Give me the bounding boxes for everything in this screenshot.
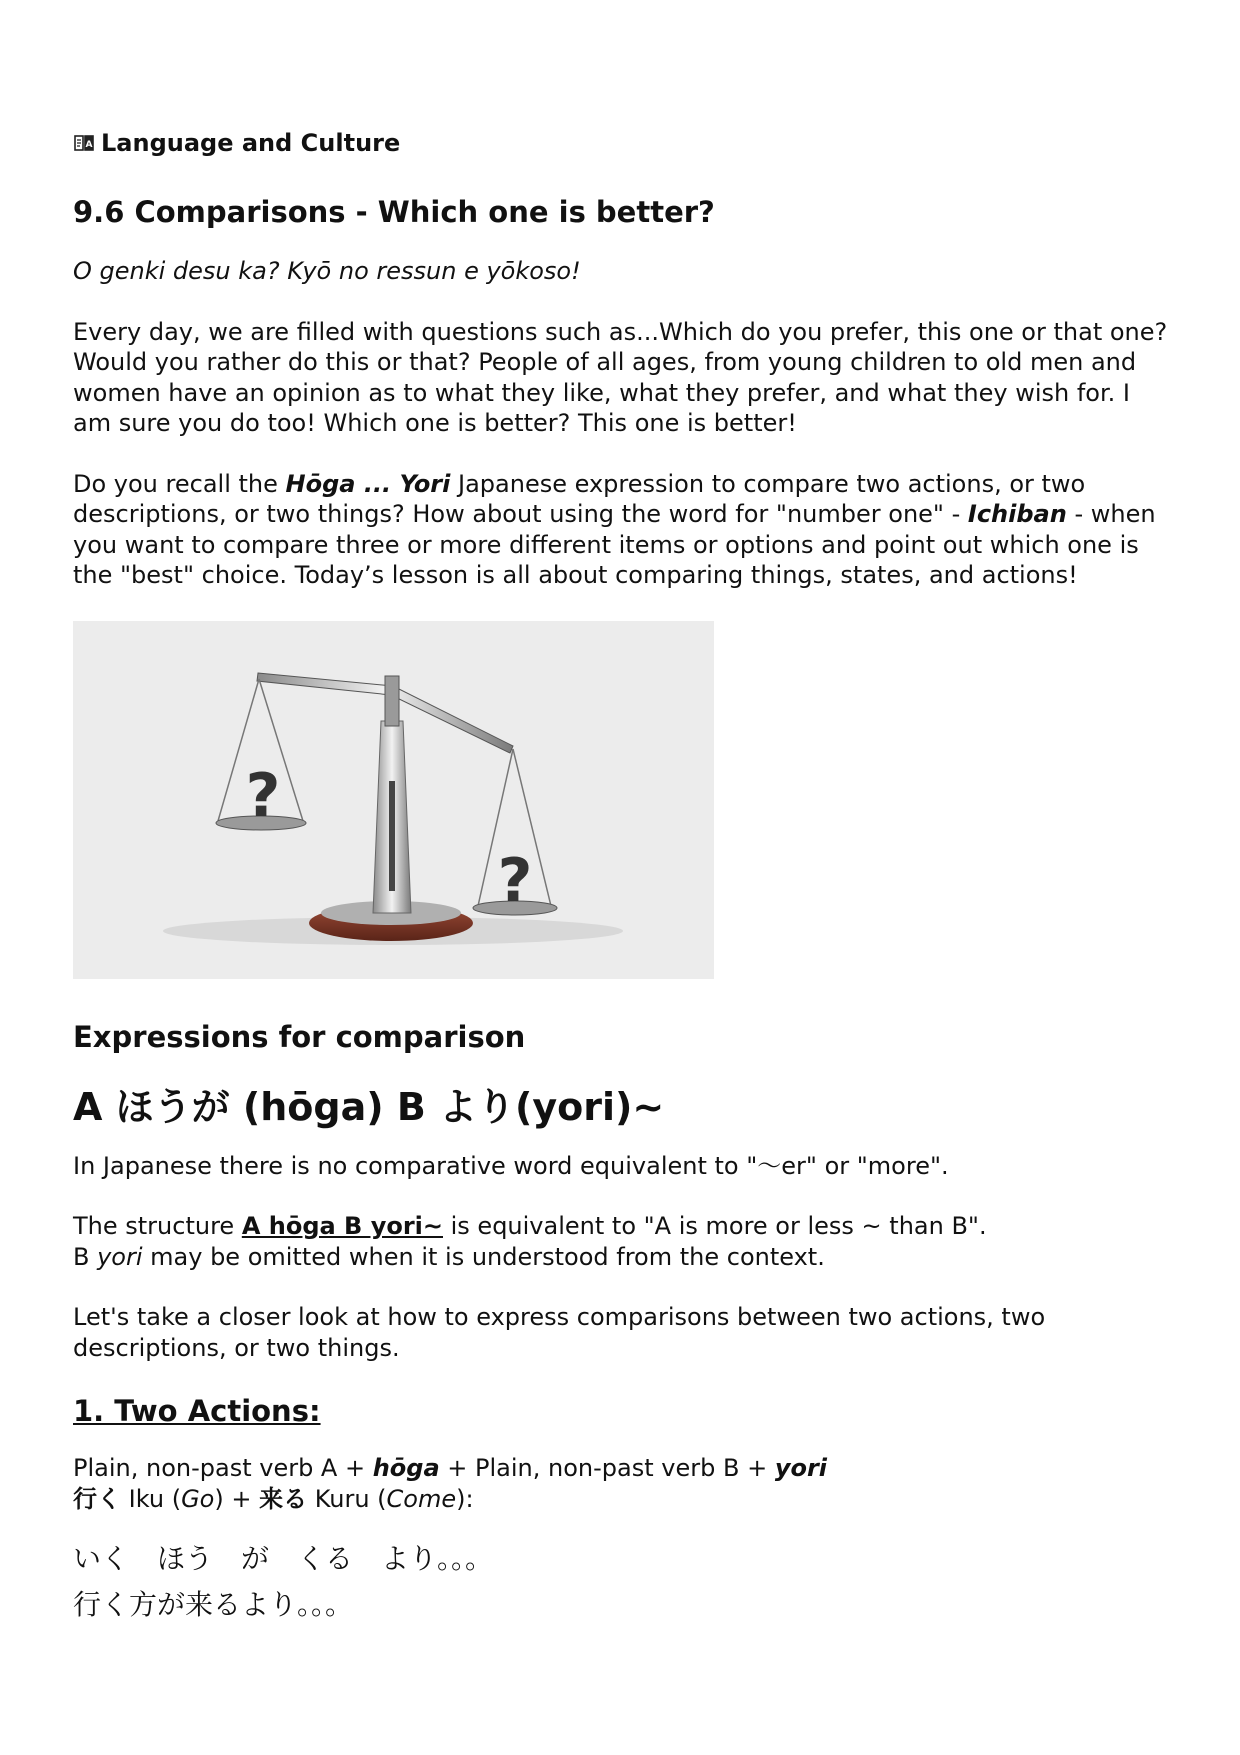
svg-text:A: A [85, 140, 93, 150]
term-hoga-yori: Hōga ... Yori [285, 469, 451, 498]
formula-text-1: Plain, non-past verb A + [73, 1454, 373, 1482]
example-plus: ) + [214, 1484, 260, 1513]
kana-example-line: いく ほう が くる より。。。 [73, 1542, 494, 1575]
kanji-example-line: 行く方が来るより。。。 [73, 1588, 354, 1621]
omit-text-1: B [73, 1242, 98, 1271]
two-actions-heading: 1. Two Actions: [73, 1394, 321, 1428]
formula-text-2: + Plain, non-past verb B + [439, 1454, 775, 1482]
map-book-icon [73, 132, 95, 154]
greeting: O genki desu ka? Kyō no ressun e yōkoso! [73, 257, 581, 285]
comparison-pattern: A ほうが (hōga) B より(yori)~ [73, 1084, 665, 1129]
recall-paragraph [73, 469, 1173, 591]
left-question-mark: ? [245, 760, 281, 831]
intro-paragraph: Every day, we are filled with questions such as...Which do you prefer, this one or that one? Would you rather do this or that? People of all ages, from young children to old men and women have an opinion as to what they like, what they prefer, and what they wish for. I am sure you do too! Which one is better? This one is better! [73, 317, 1168, 437]
pillar-slot [389, 781, 395, 891]
gloss-go: Go [181, 1484, 215, 1513]
recall-text-3: - when you want to compare three or more different items or options and point out which one is the "best" choice. Today’s lesson is all about comparing things, states, and actions! [73, 500, 1156, 589]
right-question-mark: ? [497, 845, 533, 916]
formula-hoga: hōga [372, 1454, 440, 1482]
structure-text-2: is equivalent to "A is more or less ~ than B". [443, 1212, 987, 1240]
recall-text-1: Do you recall the [73, 469, 286, 498]
recall-text-2: Japanese expression to compare two actions, or two descriptions, or two things? How about using the word for "number one" - [73, 469, 1086, 528]
document-page [73, 128, 1173, 1628]
example-end: ): [456, 1484, 474, 1513]
balance-scale-image [73, 621, 714, 979]
omit-line [73, 1242, 1173, 1273]
structure-line [73, 1211, 1173, 1242]
romaji-iku: Iku ( [121, 1484, 182, 1513]
expressions-title: Expressions for comparison [73, 1019, 526, 1054]
structure-term: A hōga B yori~ [241, 1212, 443, 1240]
structure-text-1: The structure [73, 1212, 242, 1240]
balance-scale-illustration [73, 621, 714, 979]
actions-example-label [73, 1484, 1173, 1515]
omit-term: yori [97, 1242, 143, 1271]
gloss-come: Come [386, 1484, 457, 1513]
actions-formula [73, 1453, 1173, 1484]
lookahead-paragraph: Let's take a closer look at how to express comparisons between two actions, two descriptions, or two things. [73, 1303, 1046, 1362]
romaji-kuru: Kuru ( [307, 1484, 387, 1513]
lesson-title: 9.6 Comparisons - Which one is better? [73, 195, 715, 229]
term-ichiban: Ichiban [967, 500, 1067, 528]
kanji-iku: 行く [73, 1484, 121, 1513]
omit-text-2: may be omitted when it is understood from the context. [142, 1242, 825, 1271]
no-comparative-note: In Japanese there is no comparative word equivalent to "～er" or "more". [73, 1151, 949, 1180]
section-label: Language and Culture [101, 129, 401, 157]
beam-pivot [385, 676, 399, 726]
section-header [73, 128, 1173, 158]
kanji-kuru: 来る [259, 1484, 308, 1513]
formula-yori: yori [774, 1454, 828, 1482]
